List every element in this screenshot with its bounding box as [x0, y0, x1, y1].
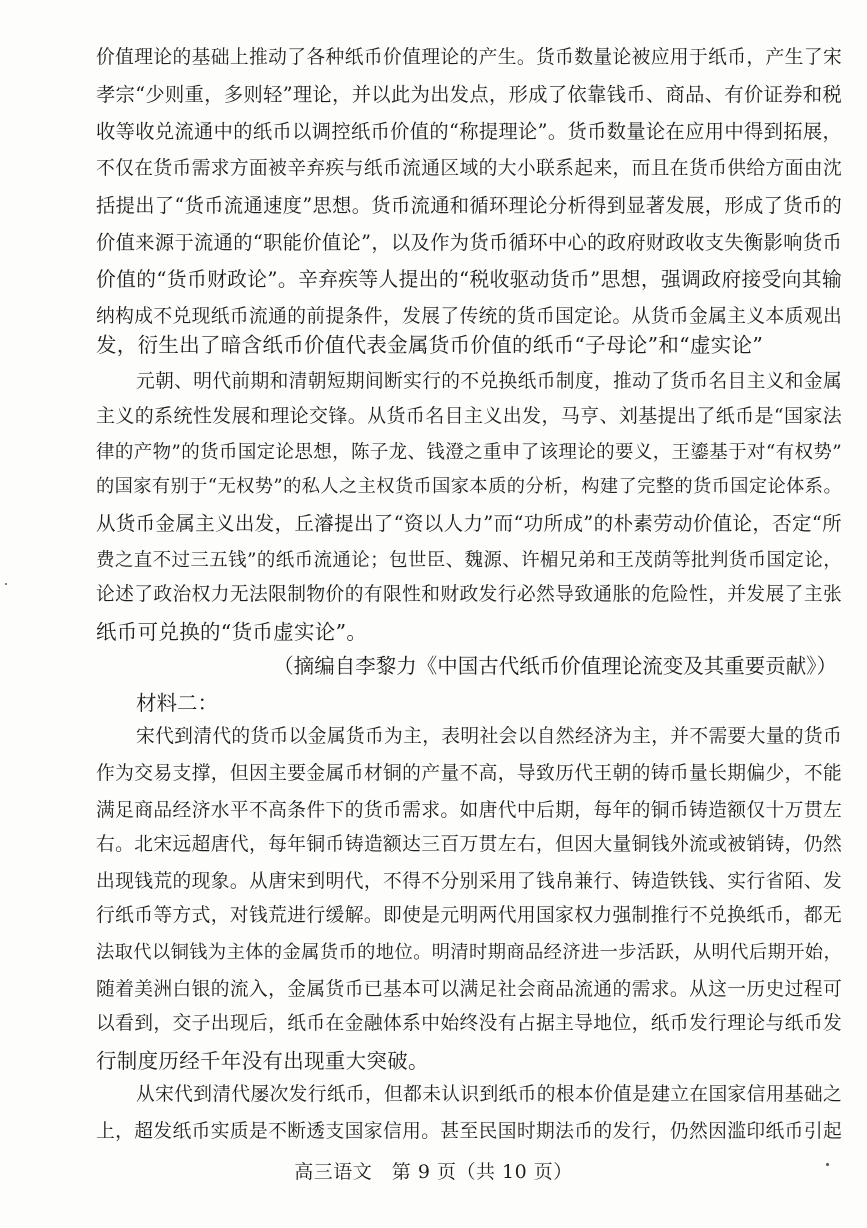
paragraph-2-line: 主义的系统性发展和理论交锋。从货币名目主义出发，马亨、刘基提出了纸币是“国家法 — [96, 405, 842, 427]
paragraph-1-line: 不仅在货币需求方面被辛弃疾与纸币流通区域的大小联系起来，而且在货币供给方面由沈 — [96, 158, 842, 179]
page-footer: 高三语文 第 9 页（共 10 页） — [294, 1161, 573, 1183]
paragraph-2-line: 从货币金属主义出发，丘濬提出了“资以人力”而“功所成”的朴素劳动价值论，否定“所 — [96, 512, 842, 535]
paragraph-3-line: 宋代到清代的货币以金属货币为主，表明社会以自然经济为主，并不需要大量的货币 — [136, 726, 842, 747]
paragraph-3-line: 以看到，交子出现后，纸币在金融体系中始终没有占据主导地位，纸币发行理论与纸币发 — [96, 1013, 842, 1034]
paragraph-1-line: 价值来源于流通的“职能价值论”，以及作为货币循环中心的政府财政收支失衡影响货币 — [96, 231, 842, 254]
paragraph-1-line: 括提出了“货币流通速度”思想。货币流通和循环理论分析得到显著发展，形成了货币的 — [96, 194, 842, 217]
paragraph-1-line: 发，衍生出了暗含纸币价值代表金属货币价值的纸币“子母论”和“虚实论” — [96, 333, 764, 357]
paragraph-1-line: 价值理论的基础上推动了各种纸币价值理论的产生。货币数量论被应用于纸币，产生了宋 — [96, 47, 842, 68]
paragraph-2-line: 元朝、明代前期和清朝短期间断实行的不兑换纸币制度，推动了货币名目主义和金属 — [136, 371, 842, 392]
paragraph-3-line: 法取代以铜钱为主体的金属货币的地位。明清时期商品经济进一步活跃，从明代后期开始， — [96, 942, 842, 963]
paragraph-4-line: 从宋代到清代屡次发行纸币，但都未认识到纸币的根本价值是建立在国家信用基础之 — [136, 1084, 842, 1105]
material-two-label: 材料二： — [136, 691, 218, 715]
scan-speck — [5, 583, 7, 585]
paragraph-2-line: 论述了政治权力无法限制物价的有限性和财政发行必然导致通胀的危险性，并发展了主张 — [96, 584, 842, 605]
paragraph-1-line: 孝宗“少则重，多则轻”理论，并以此为出发点，形成了依靠钱币、商品、有价证券和税 — [96, 83, 842, 106]
paragraph-3-line: 随着美洲白银的流入，金属货币已基本可以满足社会商品流通的需求。从这一历史过程可 — [96, 979, 842, 1000]
paragraph-2-line: 的国家有别于“无权势”的私人之主权货币国家本质的分析，构建了完整的货币国定论体系。 — [96, 476, 842, 497]
paragraph-3-line: 行纸币等方式，对钱荒进行缓解。即使是元明两代用国家权力强制推行不兑换纸币，都无 — [96, 905, 842, 926]
paragraph-1-line: 收等收兑流通中的纸币以调控纸币价值的“称提理论”。货币数量论在应用中得到拓展， — [96, 120, 842, 143]
paragraph-3-line: 出现钱荒的现象。从唐宋到明代，不得不分别采用了钱帛兼行、铸造铁钱、实行省陌、发 — [96, 871, 842, 892]
paragraph-3-line: 满足商品经济水平不高条件下的货币需求。如唐代中后期，每年的铜币铸造额仅十万贯左 — [96, 800, 842, 821]
paragraph-3-line: 作为交易支撑，但因主要金属币材铜的产量不高，导致历代王朝的铸币量长期偏少，不能 — [96, 763, 842, 784]
paragraph-4-line: 上，超发纸币实质是不断透支国家信用。甚至民国时期法币的发行，仍然因滥印纸币引起 — [96, 1121, 842, 1142]
paragraph-3-line: 行制度历经千年没有出现重大突破。 — [96, 1049, 429, 1073]
paragraph-1-line: 价值的“货币财政论”。辛弃疾等人提出的“税收驱动货币”思想，强调政府接受向其输 — [96, 268, 842, 291]
source-citation: （摘编自李黎力《中国古代纸币价值理论流变及其重要贡献》） — [273, 654, 837, 678]
paragraph-2-line: 纸币可兑换的“货币虚实论”。 — [96, 620, 368, 644]
paragraph-2-line: 费之直不过三五钱”的纸币流通论；包世臣、魏源、许楣兄弟和王茂荫等批判货币国定论， — [96, 550, 842, 571]
paragraph-2-line: 律的产物”的货币国定论思想，陈子龙、钱澄之重申了该理论的要义，王鎏基于对“有权势” — [96, 442, 842, 463]
paragraph-3-line: 右。北宋远超唐代，每年铜币铸造额达三百万贯左右，但因大量铜钱外流或被销铸，仍然 — [96, 834, 842, 855]
paragraph-1-line: 纳构成不兑现纸币流通的前提条件，发展了传统的货币国定论。从货币金属主义本质观出 — [96, 306, 842, 327]
scan-speck — [826, 1163, 829, 1166]
